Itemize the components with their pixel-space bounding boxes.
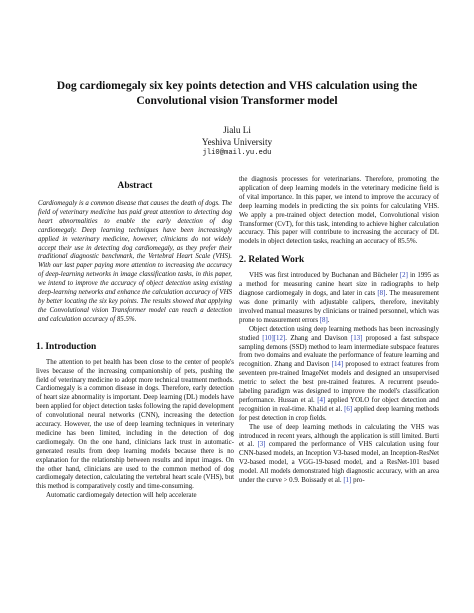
- citation-link[interactable]: [8]: [319, 316, 328, 324]
- citation-link[interactable]: [12]: [273, 334, 286, 342]
- citation-link[interactable]: [10]: [262, 334, 274, 342]
- related-work-paragraph-1: VHS was first introduced by Buchanan and Bücheler [2] in 1995 as a method for measuring canine heart size in radiographs to help diagnose cardiomegaly in dogs, and later in cats [8]. The measurement was done primarily with adjustable calipers, therefore, inevitably involved manual measures by clinicians or trained personnel, which was prone to measurement errors [8].: [239, 272, 439, 324]
- related-work-paragraph-2: Object detection using deep learning methods has been increasingly studied [10][12]. Zhang and Davison [13] proposed a fast subspace sampling demons (SSD) method to learn intermediate subspace features from two domains and evaluate the performance of feature learning and recognition. Zhang and Davison [14] proposed to extract features from seventeen pre-trained ImageNet models and designed an unsupervised metric to select the best pre-trained features. A recurrent pseudo-labeling paradigm was designed to improve the model's classification performance. Hussan et al. [4] applied YOLO for object detection and recognition in real-time. Khalid et al. [6] applied deep learning methods for pest detection in crop fields.: [239, 325, 439, 422]
- paper-title: [40, 78, 434, 108]
- left-column: [36, 176, 234, 501]
- citation-link[interactable]: [2]: [399, 272, 408, 280]
- related-work-heading: 2. Related Work: [239, 255, 305, 266]
- abstract-text: Cardiomegaly is a common disease that causes the death of dogs. The field of veterinary medicine has paid great attention to detecting dog heart abnormalities to enable the early detection of dog cardiomegaly. Deep learning techniques have been increasingly applied in veterinary medicine, however, clinicians do not widely accept their use in detecting dog cardiomegaly, as they prefer their traditional diagnostic benchmark, the Vertebral Heart Scale (VHS). With our last paper paying more attention to increasing the accuracy of deep-learning networks in image classification tasks, in this paper, we intend to improve the accuracy of object detection using existing deep-learning networks and enhance the calculation accuracy of VHS by better locating the six key points. The results showed that applying the Convolutional vision Transformer model can reach a detection and calculation accuracy of 85.5%.: [38, 200, 232, 323]
- introduction-paragraph-2: Automatic cardiomegaly detection will help accelerate: [46, 492, 197, 500]
- paper-title-line-1: Dog cardiomegaly six key points detection and VHS calculation using the: [56, 79, 418, 92]
- citation-link[interactable]: [3]: [257, 441, 266, 449]
- paper-title-line-2: Convolutional vision Transformer model: [136, 94, 338, 107]
- related-work-paragraph-3: The use of deep learning methods in calculating the VHS was introduced in recent years, although the application is still limited. Burti et al. [3] compared the performance of VHS calculation using four CNN-based models, an Inception V3-based model, an Inception-ResNet V2-based model, a VGG-19-based model, and a ResNet-101 based model. All models demonstrated high diagnostic accuracy, with an area under the curve > 0.9. Boissady et al. [1] pro-: [239, 423, 439, 485]
- author-email: jli0@mail.yu.edu: [202, 149, 272, 157]
- citation-link[interactable]: [4]: [317, 396, 326, 404]
- right-column: [239, 176, 439, 486]
- author-name: Jialu Li: [223, 125, 251, 135]
- introduction-paragraph-1: The attention to pet health has been close to the center of people's lives because of the increasing companionship of pets, pushing the field of veterinary medicine to adopt more technical treatment methods. Cardiomegaly is a common disease in dogs. Therefore, early detection of heart size abnormality is important. Deep learning (DL) models have been applied for object detection tasks following the rapid development of convolutional neural networks (CNN), increasing the detection accuracy. However, the use of deep learning techniques in veterinary medicine has been limited, including in the detection of dog cardiomegaly. On the one hand, clinicians lack trust in automatic-generated results from deep learning models because there is no explanation for the relationship between results and input images. On the other hand, clinicians are used to the common method of dog cardiomegaly detection, calculating the vertebral heart scale (VHS), but this method is comparatively costly and time-consuming.: [36, 358, 234, 491]
- citation-link[interactable]: [6]: [344, 405, 353, 413]
- citation-link[interactable]: [8]: [377, 290, 386, 298]
- author-affiliation: Yeshiva University: [201, 137, 273, 147]
- introduction-continued: the diagnosis processes for veterinarians. Therefore, promoting the application of deep learning models in the veterinary medicine field is of vital importance. In this paper, we intend to improve the accuracy of deep learning models in predicting the six points for calculating VHS. We apply a pre-trained object detection model, Convolutional vision Transformer (CvT), for this task, intending to achieve higher calculation accuracy. This paper will contribute to increasing the accuracy of DL models in object detection tasks, reaching an accuracy of 85.5%.: [239, 176, 439, 246]
- citation-link[interactable]: [13]: [350, 334, 363, 342]
- citation-link[interactable]: [14]: [331, 361, 344, 369]
- introduction-heading: 1. Introduction: [36, 341, 97, 352]
- citation-link[interactable]: [1]: [343, 477, 352, 485]
- author-block: [0, 124, 474, 159]
- abstract-heading: Abstract: [117, 181, 153, 191]
